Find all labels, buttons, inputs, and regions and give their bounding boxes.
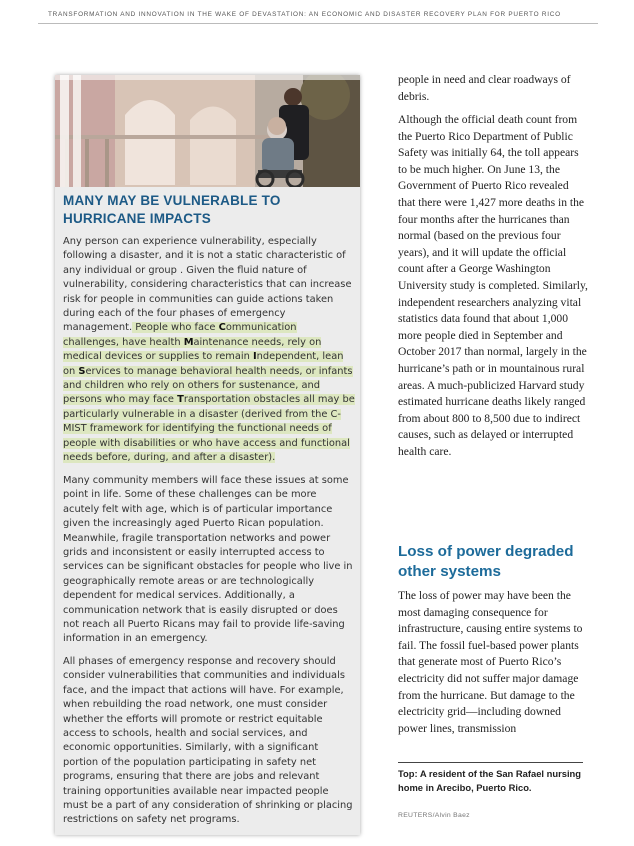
photo-credit: REUTERS/Alvin Baez — [398, 812, 470, 819]
header-divider — [38, 23, 598, 24]
sidebar-heading: MANY MAY BE VULNERABLE TO HURRICANE IMPACTS — [63, 193, 281, 226]
power-loss-paragraph: The loss of power may have been the most damaging consequence for infrastructure, causing entire systems to fail. The fossil fuel-based power plants that generate most of Puerto Rico’s electricity did not suffer major damage from the hurricane. But damage to the electricity grid—including downed power lines, transmission — [398, 589, 583, 735]
caption-divider — [398, 762, 583, 763]
roadways-paragraph: people in need and clear roadways of debris. — [398, 73, 571, 103]
photo-caption: Top: A resident of the San Rafael nursing home in Arecibo, Puerto Rico. — [398, 768, 581, 793]
death-toll-paragraph: Although the official death count from the Puerto Rico Department of Public Safety was initially 64, the toll appears to be much higher. On June 13, the Government of Puerto Rico revealed that there were 1,427 more deaths in the four months after the hurricanes than normal (based on the previous four years), and it will update the official count after a George Washington University study is completed. Similarly, independent researchers analyzing vital statistics data found that about 1,000 more people died in September and October 2017 than normal, largely in the hurricane’s path or in mountainous rural areas. A much-publicized Harvard study estimated hurricane deaths likely ranged from about 800 to 8,500 due to indirect causes, such as delayed or interrupted health care. — [398, 113, 588, 458]
loss-of-power-heading: Loss of power degraded other systems — [398, 543, 574, 580]
cmist-letter-s: S — [78, 365, 86, 377]
cmist-letter-i: I — [253, 351, 257, 363]
cmist-letter-m: M — [183, 336, 194, 348]
running-title: TRANSFORMATION AND INNOVATION IN THE WAKE OF DEVASTATION: AN ECONOMIC AND DISASTER RECOVERY PLAN FOR PUERTO RICO — [48, 11, 561, 18]
cmist-letter-t: T — [177, 394, 184, 406]
sidebar-intro-text: Any person can experience vulnerability, especially following a disaster, and it is not a static characteristic of any individual or group . Given the fluid nature of vulnerability, considering characteristics that can increase risk for people in communities can guide actions taken during each of the four phases of emergency management. — [63, 236, 352, 334]
nursing-home-photo — [55, 75, 360, 187]
vulnerability-sidebar — [55, 75, 360, 835]
sidebar-paragraph-phases: All phases of emergency response and recovery should consider vulnerabilities that communities and individuals face, and the impact that actions will have. For example, when rebuilding the road network, one must consider whether the efforts will promote or restrict equitable access to schools, health and social services, and economic opportunities. Similarly, with a significant portion of the population participating in safety net programs, ensuring that there are jobs and relevant training opportunities available near impacted people must be a part of any consideration of shrinking or placing restrictions on safety net programs. — [63, 656, 353, 826]
cmist-letter-c: C — [218, 322, 226, 334]
running-header — [0, 0, 634, 30]
sidebar-paragraph-community: Many community members will face these issues at some point in life. Some of these challenges can be more acutely felt with age, which is of particular importance given the increasingly aged Puerto Rican population. Meanwhile, fragile transportation networks and power grids and inconsistent or easily interrupted access to services can be significant obstacles for people who live in geographically remote areas or are technologically dependent for medical services. Additionally, a communication network that is easily disrupted or does not reach all Puerto Ricans may fail to provide life-saving information in an emergency. — [63, 475, 353, 645]
cmist-highlight: People who face Communication challenges, have health Maintenance needs, rely on medical devices or supplies to remain Independent, lean on Services to manage behavioral health needs, or infants and children who rely on others for sustenance, and persons who may face Transportation obstacles all may be particularly vulnerable in a disaster (derived from the C-MIST framework for identifying the functional needs of people with disabilities or who have access and functional needs before, during, and after a disaster). — [63, 322, 355, 464]
sidebar-paragraph-cmist — [63, 235, 355, 466]
